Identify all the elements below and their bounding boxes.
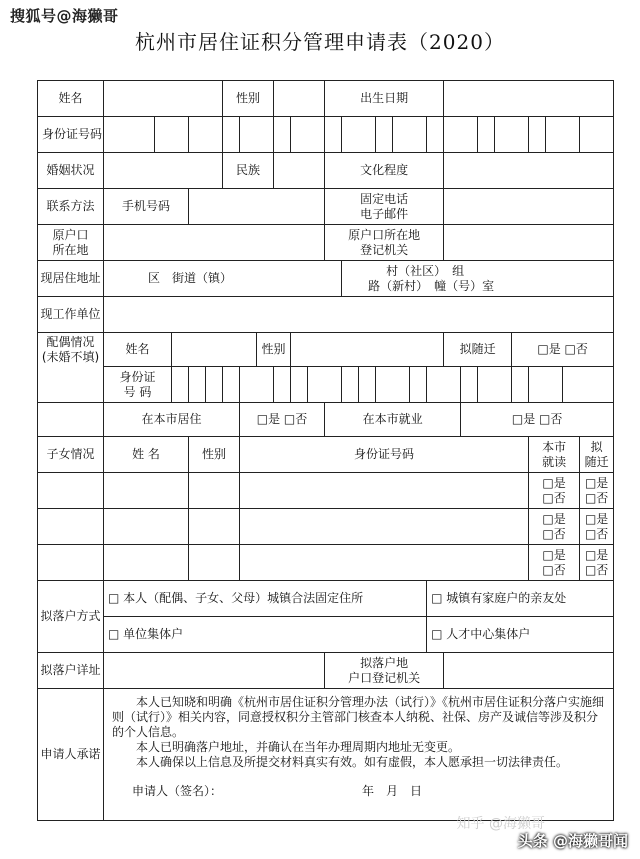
label-original-hukou-office-line2: 登记机关 — [360, 242, 409, 257]
id-digit-box[interactable] — [495, 117, 529, 153]
promise-paragraph-1: 本人已知晓和明确《杭州市居住证积分管理办法（试行）》《杭州市居住证积分落户实施细则（试行）》相关内容，同意授权积分主管部门核查本人纳税、社保、房产及诚信等涉及积分的个人信息。 — [112, 695, 605, 739]
child-name-field[interactable] — [104, 473, 189, 509]
child-follow-checkbox[interactable] — [580, 545, 614, 581]
spouse-id-box[interactable] — [563, 367, 614, 403]
label-school-here-line1: 本市 — [542, 439, 567, 454]
ethnicity-field[interactable] — [274, 153, 325, 189]
id-digit-box[interactable] — [342, 117, 376, 153]
id-digit-box[interactable] — [291, 117, 325, 153]
child-gender-field[interactable] — [189, 473, 240, 509]
watermark-faint: 知乎 @海獭哥 — [456, 816, 545, 832]
signature-line[interactable] — [112, 784, 607, 799]
settle-option-own-home[interactable]: □ 本人（配偶、子女、父母）城镇合法固定住所 — [104, 581, 427, 617]
child-gender-field[interactable] — [189, 545, 240, 581]
address-community-line: 村（社区） 组 — [386, 263, 465, 278]
address-road-line: 路（新村） 幢（号）室 — [368, 278, 495, 293]
label-contact: 联系方法 — [38, 189, 104, 225]
settle-option-talent-center[interactable]: □ 人才中心集体户 — [427, 617, 614, 653]
settle-option-relative-home[interactable]: □ 城镇有家庭户的亲友处 — [427, 581, 614, 617]
checkbox-yes[interactable]: □是 — [542, 511, 566, 526]
label-school-here — [529, 437, 580, 473]
label-ethnicity: 民族 — [223, 153, 274, 189]
label-spouse-line2: (未婚不填) — [41, 350, 100, 364]
child-school-checkbox[interactable] — [529, 509, 580, 545]
checkbox-yes[interactable]: □是 — [542, 475, 566, 490]
child-id-field[interactable] — [240, 473, 529, 509]
child-id-field[interactable] — [240, 545, 529, 581]
child-row-label — [38, 473, 104, 509]
id-digit-box[interactable] — [529, 117, 546, 153]
checkbox-no[interactable]: □否 — [542, 490, 566, 505]
checkbox-yes[interactable]: □是 — [584, 547, 609, 562]
promise-block — [104, 689, 614, 821]
signature-label: 申请人（签名）： — [132, 784, 223, 798]
settle-option-unit-collective[interactable]: □ 单位集体户 — [104, 617, 427, 653]
original-hukou-office-field[interactable] — [444, 225, 614, 261]
label-applicant-promise: 申请人承诺 — [38, 689, 104, 821]
id-digit-box[interactable] — [325, 117, 342, 153]
checkbox-yes[interactable]: □是 — [542, 547, 566, 562]
child-row — [38, 545, 631, 581]
label-spouse-follow: 拟随迁 — [444, 333, 512, 367]
label-child-id: 身份证号码 — [240, 437, 529, 473]
child-follow-checkbox[interactable] — [580, 509, 614, 545]
id-digit-box[interactable] — [155, 117, 189, 153]
spouse-id-box[interactable] — [512, 367, 529, 403]
label-child-gender: 性别 — [189, 437, 240, 473]
label-email: 电子邮件 — [360, 206, 409, 221]
spouse-id-box[interactable] — [308, 367, 342, 403]
spouse-id-box[interactable] — [478, 367, 512, 403]
spouse-id-box[interactable] — [376, 367, 410, 403]
spouse-id-box[interactable] — [359, 367, 376, 403]
label-name: 姓名 — [38, 81, 104, 117]
id-digit-box[interactable] — [274, 117, 291, 153]
spouse-name-field[interactable] — [172, 333, 257, 367]
id-digit-box[interactable] — [427, 117, 444, 153]
spouse-id-box[interactable] — [274, 367, 291, 403]
watermark-top: 搜狐号@海獭哥 — [10, 7, 119, 25]
spouse-id-box[interactable] — [461, 367, 478, 403]
checkbox-yes[interactable]: □是 — [584, 511, 609, 526]
label-mobile: 手机号码 — [104, 189, 189, 225]
employer-field[interactable] — [104, 297, 614, 333]
spouse-id-box[interactable] — [206, 367, 223, 403]
label-school-here-line2: 就读 — [542, 454, 567, 469]
promise-paragraph-3: 本人确保以上信息及所提交材料真实有效。如有虚假，本人愿承担一切法律责任。 — [136, 755, 569, 769]
address-district-street[interactable]: 区 街道（镇） — [104, 261, 342, 297]
spouse-id-box[interactable] — [427, 367, 461, 403]
settle-office-field[interactable] — [444, 653, 614, 689]
label-work-here: 在本市就业 — [325, 403, 461, 437]
label-child-follow-line2: 随迁 — [584, 454, 609, 469]
landline-email-field[interactable] — [444, 189, 614, 225]
id-digit-box[interactable] — [478, 117, 495, 153]
label-employer: 现工作单位 — [38, 297, 104, 333]
child-school-checkbox[interactable] — [529, 545, 580, 581]
id-digit-box[interactable] — [104, 117, 155, 153]
label-settle-office — [325, 653, 444, 689]
spouse-blank-label — [38, 403, 104, 437]
original-hukou-field[interactable] — [104, 225, 325, 261]
spouse-id-box[interactable] — [172, 367, 189, 403]
spouse-id-box[interactable] — [529, 367, 563, 403]
label-id-number: 身份证号码 — [38, 117, 104, 153]
label-spouse-id — [104, 367, 172, 403]
label-settle-office-line1: 拟落户地 — [360, 655, 409, 670]
label-gender: 性别 — [223, 81, 274, 117]
label-education: 文化程度 — [325, 153, 444, 189]
checkbox-yes[interactable]: □是 — [584, 475, 609, 490]
id-digit-box[interactable] — [240, 117, 274, 153]
promise-paragraph-2: 本人已明确落户地址，并确认在当年办理周期内地址无变更。 — [136, 740, 461, 754]
label-spouse-name: 姓名 — [104, 333, 172, 367]
id-digit-box[interactable] — [444, 117, 478, 153]
watermark-bottom: 头条 @海獭哥闻 — [517, 832, 628, 850]
id-digit-box[interactable] — [189, 117, 223, 153]
work-here-checkbox[interactable]: □是 □否 — [461, 403, 614, 437]
label-original-hukou-line2: 所在地 — [52, 242, 89, 257]
application-form — [37, 80, 631, 821]
id-digit-box[interactable] — [546, 117, 580, 153]
label-marital-status: 婚姻状况 — [38, 153, 104, 189]
form-title: 杭州市居住证积分管理申请表（2020） — [135, 30, 505, 54]
label-spouse-id-line1: 身份证 — [119, 369, 156, 384]
label-spouse-line1: 配偶情况 — [46, 335, 95, 349]
child-follow-checkbox[interactable] — [580, 473, 614, 509]
label-children: 子女情况 — [38, 437, 104, 473]
name-field[interactable] — [104, 81, 223, 117]
spouse-id-box[interactable] — [223, 367, 240, 403]
child-gender-field[interactable] — [189, 509, 240, 545]
label-landline: 固定电话 — [360, 191, 409, 206]
label-original-hukou-office-line1: 原户口所在地 — [348, 227, 421, 242]
label-settle-office-line2: 户口登记机关 — [348, 670, 421, 685]
birth-date-field[interactable] — [444, 81, 614, 117]
id-digit-box[interactable] — [393, 117, 427, 153]
label-live-here: 在本市居住 — [104, 403, 240, 437]
checkbox-no[interactable]: □否 — [542, 562, 566, 577]
label-spouse — [38, 333, 104, 403]
label-current-address: 现居住地址 — [38, 261, 104, 297]
checkbox-no[interactable]: □否 — [584, 526, 609, 541]
label-settle-method: 拟落户方式 — [38, 581, 104, 653]
label-child-follow — [580, 437, 614, 473]
marital-status-field[interactable] — [104, 153, 223, 189]
address-community-road[interactable] — [342, 261, 614, 297]
child-name-field[interactable] — [104, 509, 189, 545]
spouse-id-box[interactable] — [291, 367, 308, 403]
mobile-field[interactable] — [189, 189, 325, 225]
label-child-name: 姓 名 — [104, 437, 189, 473]
child-row-label — [38, 509, 104, 545]
education-field[interactable] — [444, 153, 614, 189]
id-digit-box[interactable] — [223, 117, 240, 153]
spouse-follow-checkbox[interactable]: □是 □否 — [512, 333, 614, 367]
child-school-checkbox[interactable] — [529, 473, 580, 509]
child-row — [38, 473, 631, 509]
spouse-id-box[interactable] — [240, 367, 274, 403]
label-original-hukou-office — [325, 225, 444, 261]
child-id-field[interactable] — [240, 509, 529, 545]
child-row — [38, 509, 631, 545]
spouse-id-box[interactable] — [189, 367, 206, 403]
spouse-id-box[interactable] — [342, 367, 359, 403]
settle-detail-field[interactable] — [104, 653, 325, 689]
label-settle-detail: 拟落户详址 — [38, 653, 104, 689]
checkbox-no[interactable]: □否 — [542, 526, 566, 541]
spouse-id-box[interactable] — [410, 367, 427, 403]
label-spouse-id-line2: 号 码 — [123, 384, 152, 399]
id-digit-box[interactable] — [580, 117, 614, 153]
label-birth-date: 出生日期 — [325, 81, 444, 117]
label-landline-email — [325, 189, 444, 225]
date-label: 年 月 日 — [362, 784, 423, 798]
checkbox-no[interactable]: □否 — [584, 562, 609, 577]
spouse-gender-field[interactable] — [291, 333, 444, 367]
child-row-label — [38, 545, 104, 581]
child-name-field[interactable] — [104, 545, 189, 581]
checkbox-no[interactable]: □否 — [584, 490, 609, 505]
label-spouse-gender: 性别 — [257, 333, 291, 367]
gender-field[interactable] — [274, 81, 325, 117]
live-here-checkbox[interactable]: □是 □否 — [240, 403, 325, 437]
id-digit-box[interactable] — [376, 117, 393, 153]
label-child-follow-line1: 拟 — [590, 439, 603, 454]
label-original-hukou — [38, 225, 104, 261]
label-original-hukou-line1: 原户口 — [52, 227, 89, 242]
